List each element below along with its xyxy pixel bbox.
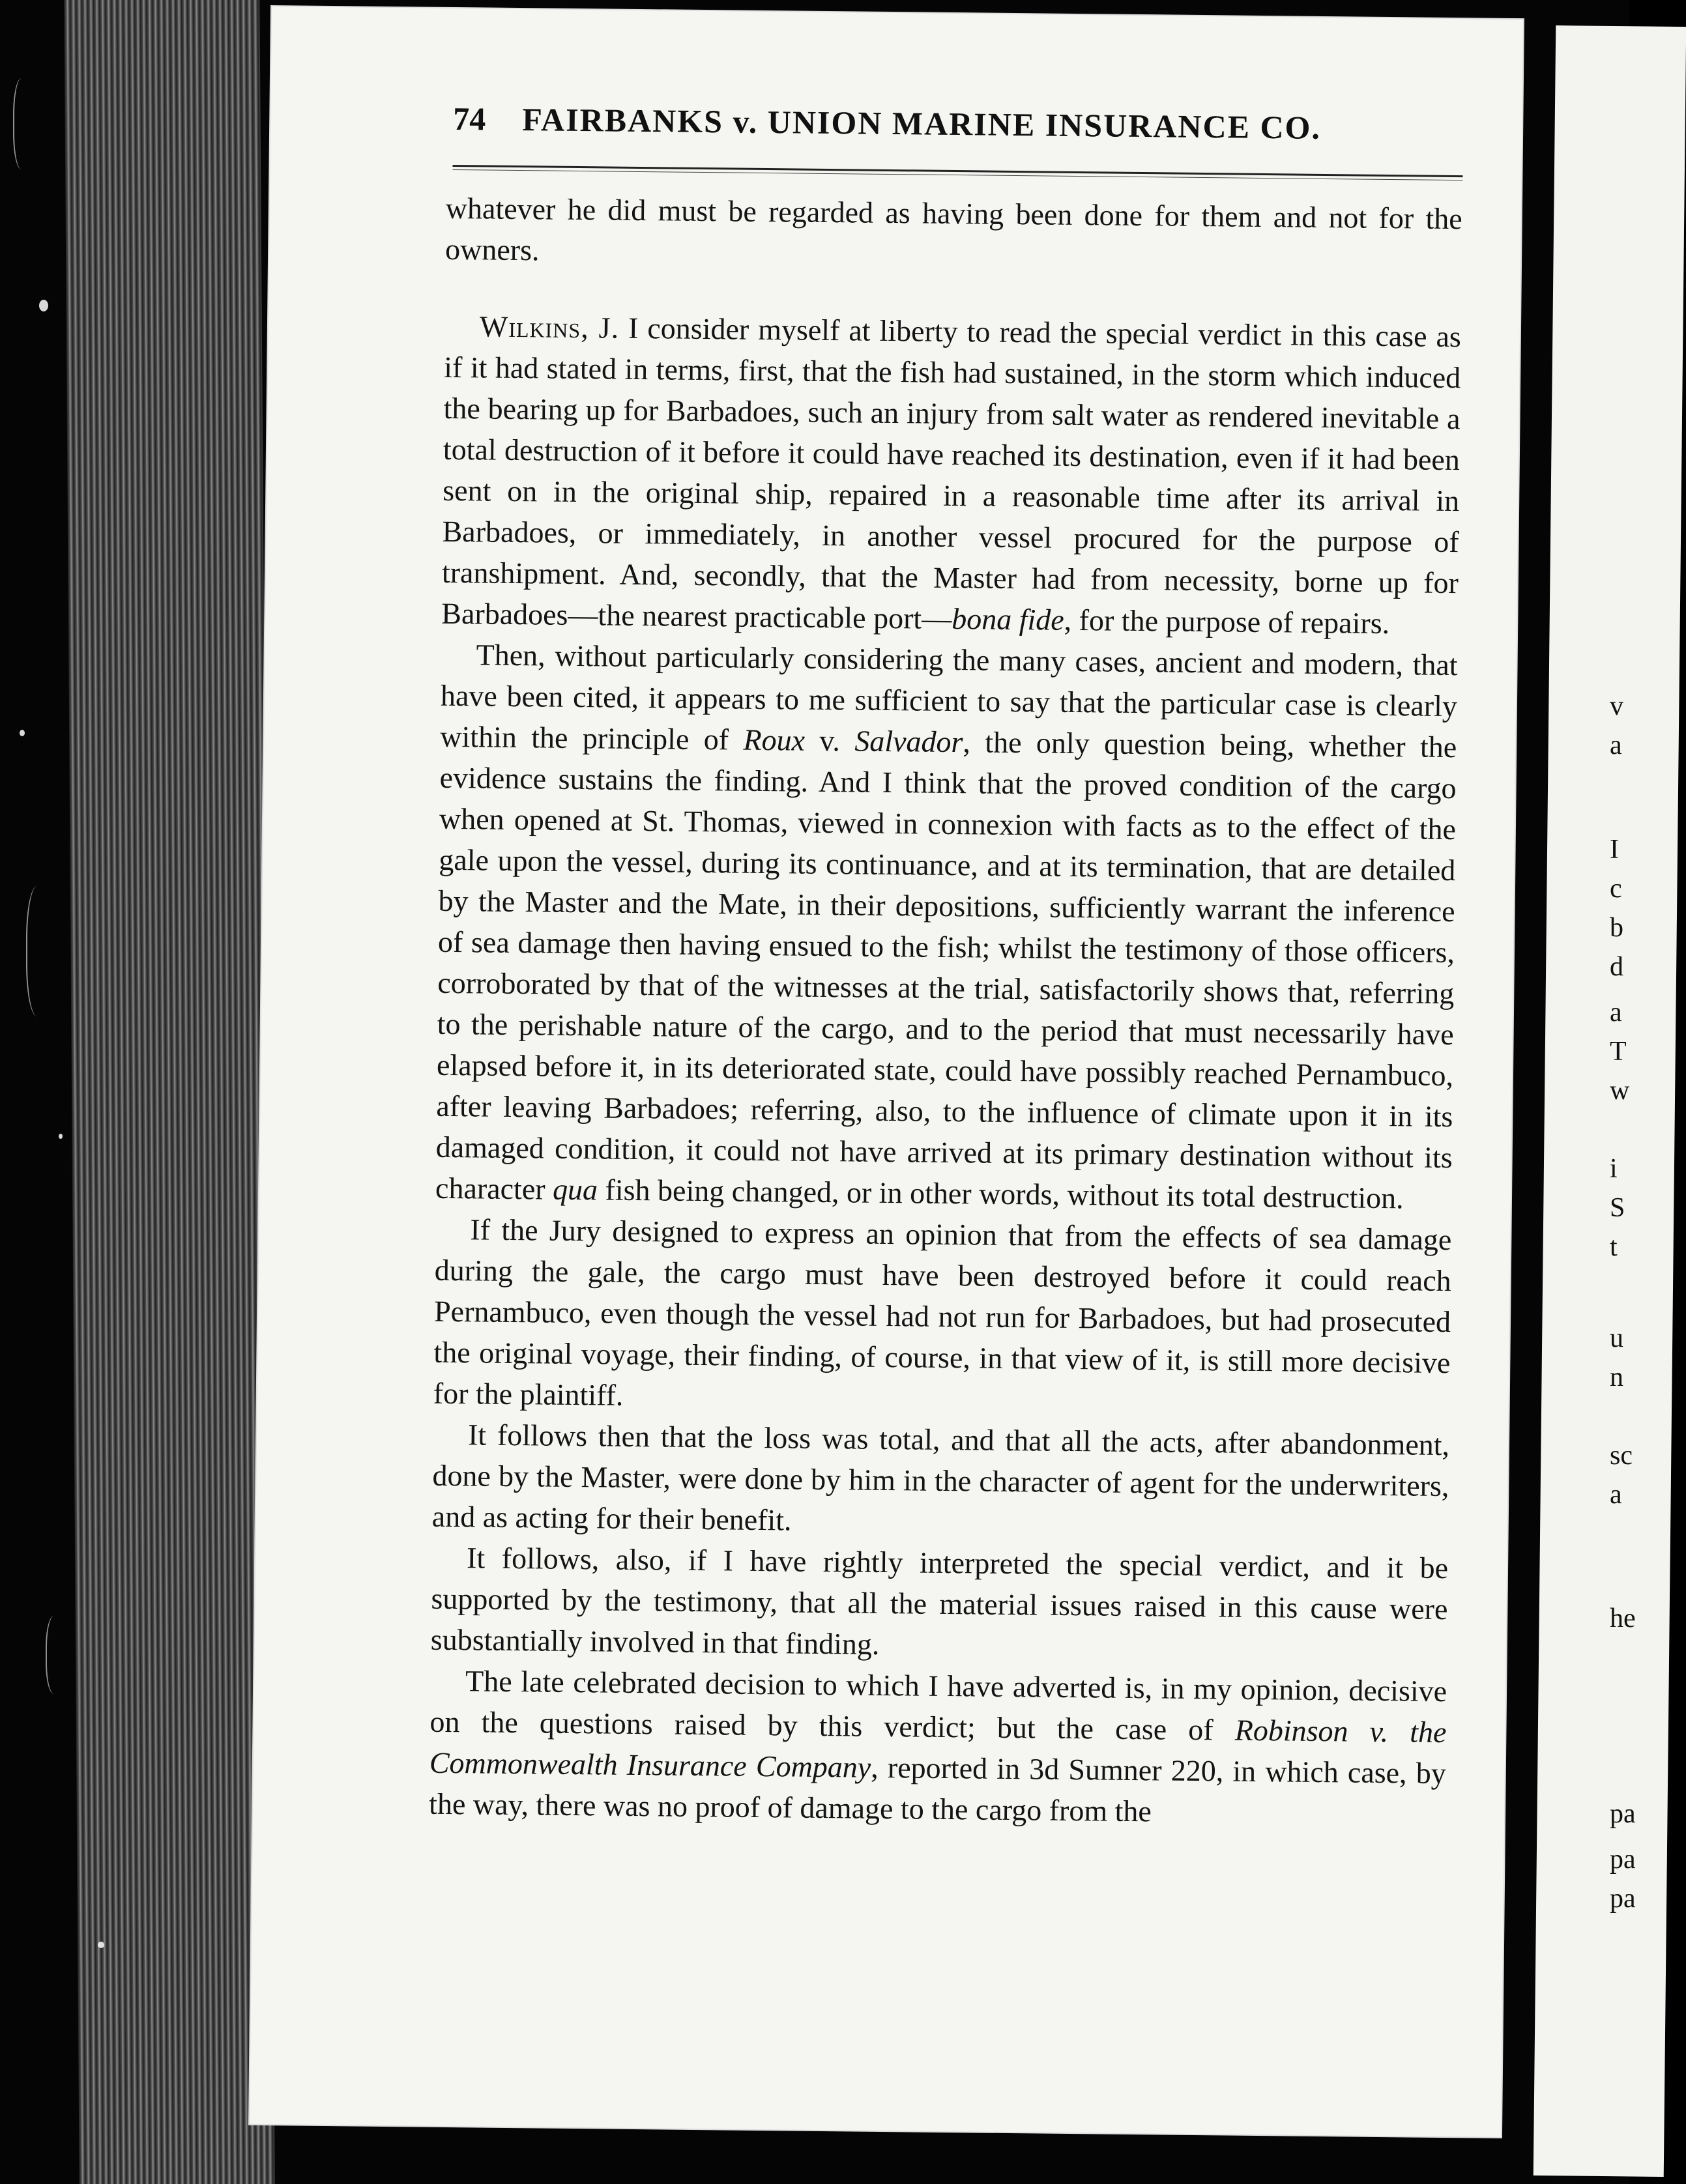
paragraph-text: , the only question being, whether the evidence sustains the finding. And I think that the proved condition of the cargo when opened at St. Thomas, viewed in connexion with facts as to the effect of the gale upon the vessel, during its continuance, and at its termination, that are detailed by the Master and the Mate, in their depositions, sufficiently warrant the inference of sea damage then having ensued to the fish; whilst the testimony of those officers, corroborated by that of the witnesses at the trial, satisfactorily shows that, referring to the perishable nature of the cargo, and to the period that must necessarily have elapsed before it, in its deteriorated state, could have possibly reached Pernambuco, after leaving Barbadoes; referring, also, to the influence of climate upon it in its damaged condition, it could not have arrived at its primary destination without its character	[435, 725, 1457, 1206]
facing-page-fragment: pa	[1610, 1845, 1636, 1875]
facing-page-fragment: pa	[1610, 1884, 1636, 1914]
scan-speck	[98, 1942, 104, 1948]
paragraph	[431, 1414, 1449, 1547]
facing-page-fragment: v	[1610, 691, 1623, 721]
facing-page-fragment: a	[1610, 730, 1622, 760]
page-header	[453, 100, 1470, 148]
case-name: Salvador	[854, 724, 963, 759]
facing-page-fragment: pa	[1610, 1799, 1636, 1829]
scan-speck	[39, 300, 48, 311]
facing-page-fragment: d	[1610, 952, 1623, 982]
paragraph-text: The late celebrated decision to which I have adverted is, in my opinion, decisive on the questions raised by this verdict; but the case of	[429, 1664, 1447, 1747]
header-rule	[452, 165, 1462, 180]
paragraph-text: fish being changed, or in other words, without its total destruction.	[597, 1173, 1404, 1215]
paragraph-text: Then, without particularly considering the many cases, ancient and modern, that have been cited, it appears to me sufficient to say that the particular case is clearly within the principle of	[440, 638, 1458, 756]
italic-phrase: bona fide	[951, 602, 1064, 637]
scan-speck	[59, 1134, 63, 1139]
scan-scratch	[46, 1616, 66, 1694]
facing-page-fragment: b	[1610, 913, 1623, 943]
running-title: FAIRBANKS v. UNION MARINE INSURANCE CO.	[521, 101, 1322, 146]
facing-page-fragment: n	[1610, 1362, 1623, 1392]
italic-word: qua	[552, 1172, 598, 1207]
facing-page-fragment: a	[1610, 1480, 1622, 1510]
paragraph-text: It follows then that the loss was total, and that all the acts, after abandonment, done by the Master, were done by him in the character of agent for the underwriters, and as acting for their benefit.	[431, 1418, 1450, 1537]
book-page	[250, 7, 1523, 2137]
paragraph-text: I consider myself at liberty to read the special verdict in this case as if it had stated in terms, first, that the fish had sustained, in the storm which induced the bearing up for Barbadoes, such an injury from salt water as rendered inevitable a total destruction of it before it could have reached its destination, even if it had been sent on in the original ship, repaired in a reasonable time after its arrival in Barbadoes, or immediately, in another vessel procured for the purpose of transhipment. And, secondly, that the Master had from necessity, borne up for Barbadoes—the nearest practicable port—	[441, 311, 1462, 636]
facing-page-fragment: he	[1610, 1603, 1636, 1633]
scan-scratch	[26, 886, 53, 1016]
paragraph	[435, 634, 1458, 1219]
judge-name: Wilkins, J.	[479, 309, 620, 345]
page-number: 74	[452, 100, 486, 137]
case-name: Robinson v. the Commonwealth Insurance Company	[429, 1713, 1447, 1784]
scan-speck	[20, 730, 25, 736]
scan-scratch	[13, 78, 34, 169]
case-name: Roux	[743, 723, 806, 757]
paragraph-text: , reported in 3d Sumner 220, in which case, by the way, there was no proof of damage to the cargo from the	[428, 1750, 1447, 1828]
facing-page-fragment: sc	[1610, 1441, 1633, 1471]
facing-page-fragment: i	[1610, 1154, 1618, 1184]
paragraph	[445, 188, 1462, 280]
paragraph-text: whatever he did must be regarded as having been done for them and not for the owners.	[444, 191, 1463, 267]
facing-page-fragment: w	[1610, 1076, 1630, 1106]
paragraph	[431, 1537, 1449, 1671]
facing-page-fragment: t	[1610, 1232, 1618, 1262]
paragraph	[441, 306, 1461, 644]
case-separator: v.	[804, 723, 855, 758]
facing-page-fragment: a	[1610, 998, 1622, 1027]
paragraph-text: It follows, also, if I have rightly interpreted the special verdict, and it be supported by the testimony, that all the material issues raised in this cause were substantially involved in that finding.	[430, 1541, 1449, 1661]
paragraph	[429, 1660, 1447, 1835]
paragraph-text: , for the purpose of repairs.	[1064, 603, 1390, 640]
facing-page-fragment: I	[1610, 835, 1619, 865]
book-page-edges	[64, 0, 274, 2184]
paragraph-text: If the Jury designed to express an opinion that from the effects of sea damage during the gale, the cargo must have been destroyed before it could reach Pernambuco, even though the vessel had not run for Barbadoes, but had prosecuted the original voyage, their finding, of course, in that view of it, is still more decisive for the plaintiff.	[433, 1213, 1452, 1412]
facing-page-fragment: S	[1610, 1193, 1625, 1223]
facing-page-fragment: c	[1610, 874, 1622, 904]
page-body	[429, 188, 1462, 1835]
paragraph	[433, 1209, 1451, 1424]
facing-page-fragment: T	[1610, 1037, 1627, 1067]
facing-page-fragment: u	[1610, 1323, 1623, 1353]
